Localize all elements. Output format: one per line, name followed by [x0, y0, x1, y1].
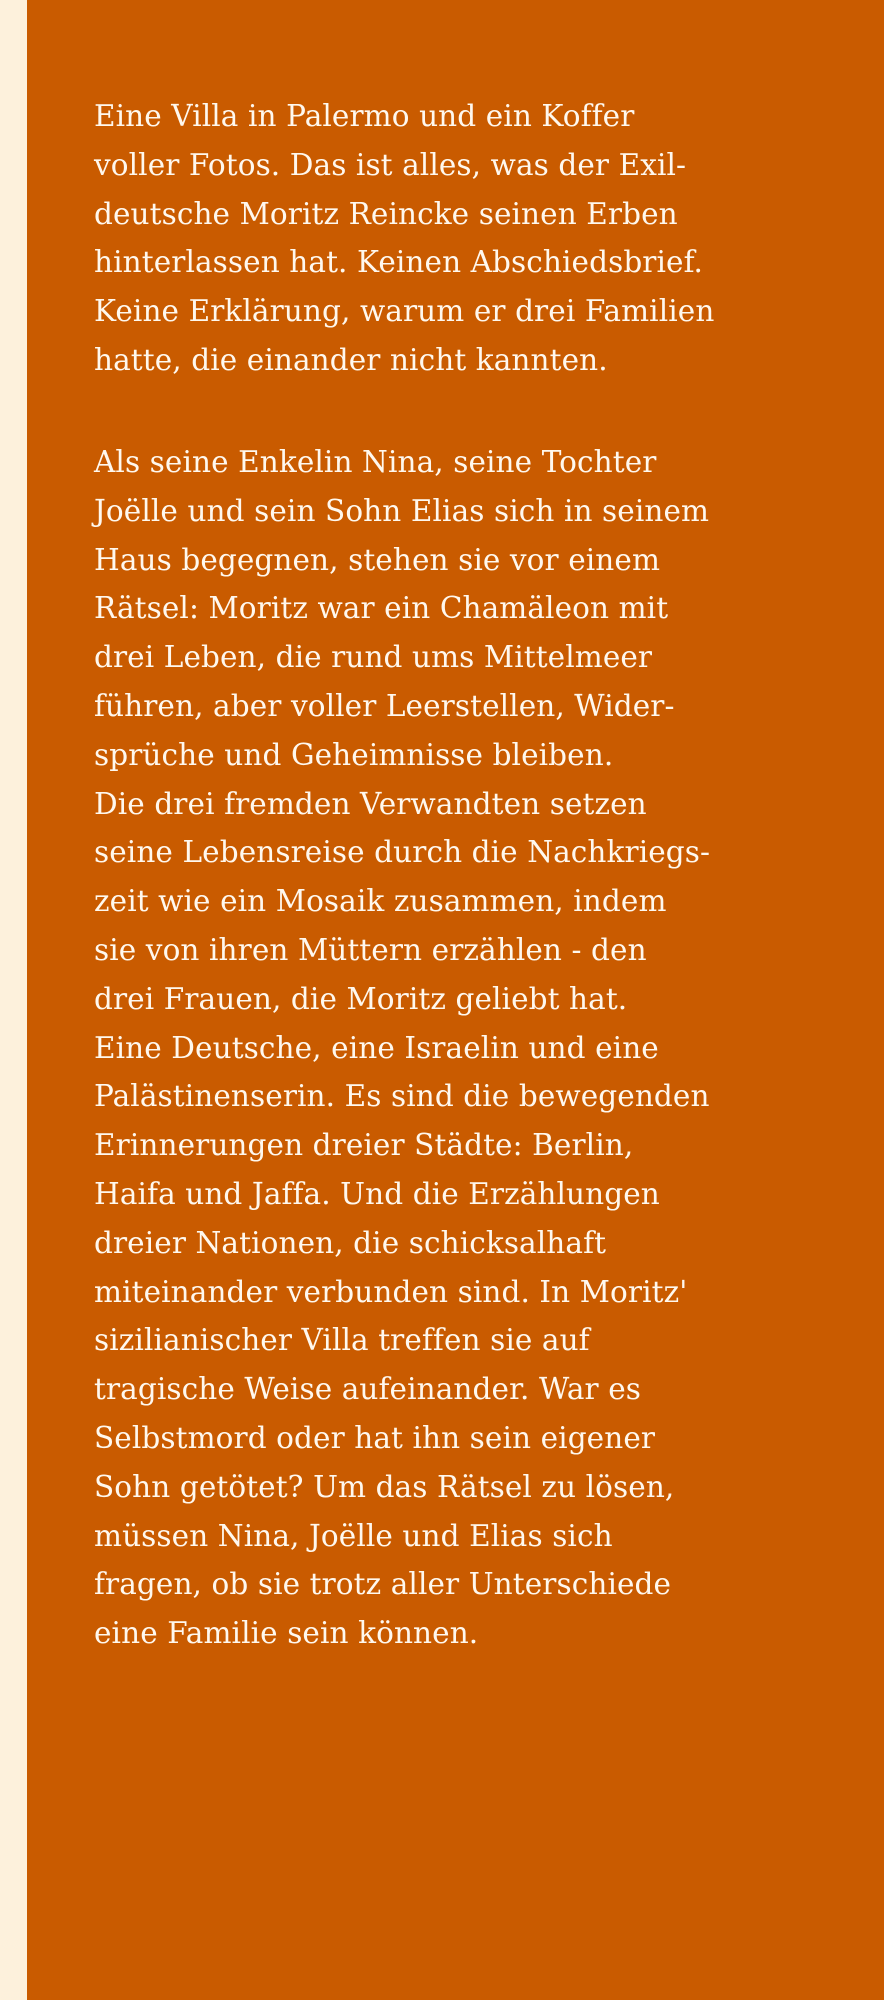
- blurb-text-line: miteinander verbunden sind. In Moritz': [94, 1274, 688, 1309]
- blurb-text-line: Keine Erklärung, warum er drei Familien: [94, 294, 715, 329]
- blurb-paragraph-2: [94, 438, 834, 1658]
- blurb-text-line: Haus begegnen, stehen sie vor einem: [94, 542, 661, 577]
- blurb-text-line: eine Familie sein können.: [94, 1616, 479, 1651]
- blurb-text-line: führen, aber voller Leerstellen, Wider-: [94, 688, 675, 723]
- blurb-text-line: Joëlle und sein Sohn Elias sich in seinem: [94, 493, 710, 528]
- blurb-text-line: Eine Deutsche, eine Israelin und eine: [94, 1030, 659, 1065]
- blurb-text-line: deutsche Moritz Reincke seinen Erben: [94, 196, 678, 231]
- blurb-text-line: sprüche und Geheimnisse bleiben.: [94, 737, 614, 772]
- blurb-text-line: fragen, ob sie trotz aller Unterschiede: [94, 1567, 672, 1602]
- blurb-text-line: hinterlassen hat. Keinen Abschiedsbrief.: [94, 245, 704, 280]
- blurb-text-line: sizilianischer Villa treffen sie auf: [94, 1323, 590, 1358]
- blurb-text-line: Als seine Enkelin Nina, seine Tochter: [94, 445, 657, 479]
- blurb-text-line: seine Lebensreise durch die Nachkriegs-: [94, 835, 711, 870]
- blurb-text-line: voller Fotos. Das ist alles, was der Exil-: [94, 147, 687, 182]
- blurb-text-line: hatte, die einander nicht kannten.: [94, 342, 608, 377]
- blurb-text-line: zeit wie ein Mosaik zusammen, indem: [94, 884, 667, 919]
- book-spine-edge: [0, 0, 27, 2000]
- blurb-text-line: Die drei fremden Verwandten setzen: [94, 786, 647, 821]
- blurb-text-line: Selbstmord oder hat ihn sein eigener: [94, 1420, 656, 1455]
- blurb-text-line: Eine Villa in Palermo und ein Koffer: [94, 99, 635, 133]
- blurb-text-line: Haifa und Jaffa. Und die Erzählungen: [94, 1176, 660, 1211]
- blurb-text-line: Sohn getötet? Um das Rätsel zu lösen,: [94, 1469, 675, 1504]
- blurb-text-line: sie von ihren Müttern erzählen - den: [94, 932, 647, 967]
- blurb-text-line: drei Frauen, die Moritz geliebt hat.: [94, 981, 628, 1016]
- blurb-text-line: müssen Nina, Joëlle und Elias sich: [94, 1518, 613, 1553]
- blurb-text-line: Erinnerungen dreier Städte: Berlin,: [94, 1128, 634, 1163]
- blurb-text-line: Palästinenserin. Es sind die bewegenden: [94, 1079, 710, 1114]
- blurb-text-line: dreier Nationen, die schicksalhaft: [94, 1225, 607, 1260]
- blurb-text-line: tragische Weise aufeinander. War es: [94, 1372, 642, 1407]
- blurb-paragraph-1: [94, 92, 834, 385]
- blurb-text-line: drei Leben, die rund ums Mittelmeer: [94, 640, 653, 675]
- blurb-text-line: Rätsel: Moritz war ein Chamäleon mit: [94, 591, 669, 626]
